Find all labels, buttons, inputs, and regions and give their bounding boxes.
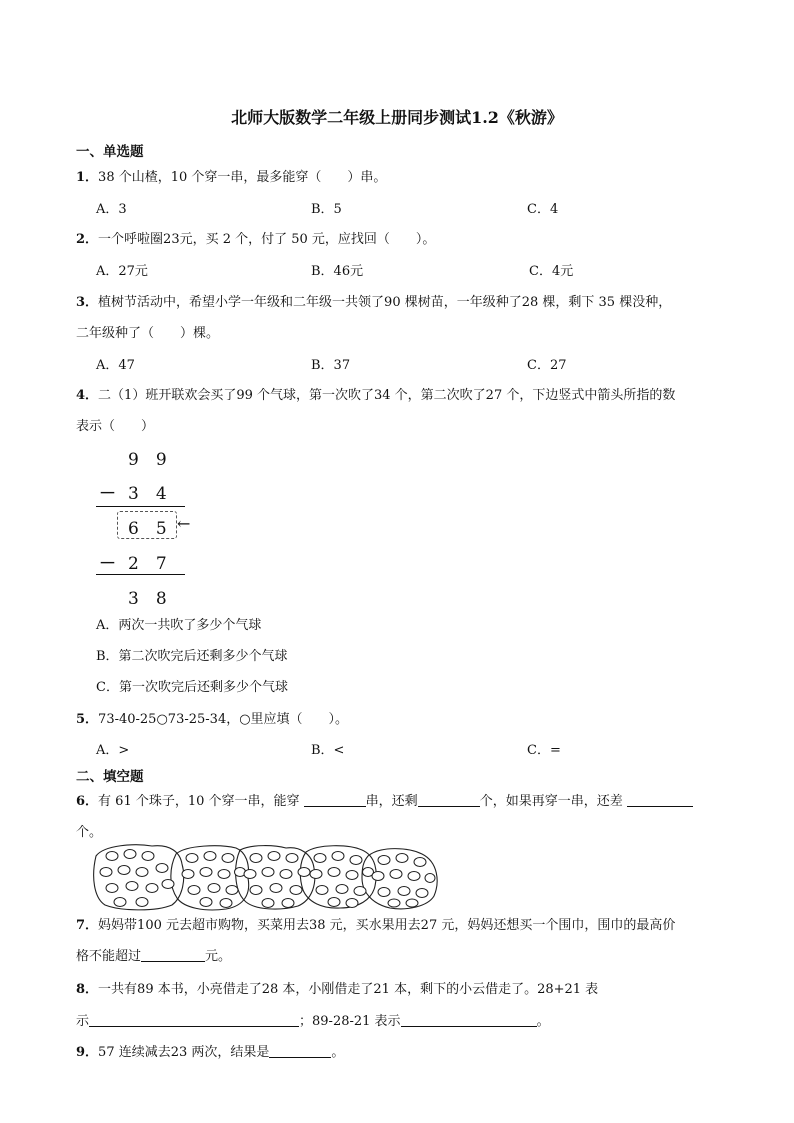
calc-divider-line [96,506,185,507]
question-text-part2: ；89-28-21 表示 [299,1014,401,1029]
question-text-part2: 。 [331,1045,345,1060]
question-6-line2: 个。 [76,825,103,840]
question-text: 73-40-25○73-25-34，○里应填（ ）。 [98,712,349,727]
question-4 [76,384,675,403]
q2-option-a[interactable]: A．27元 [96,264,148,279]
question-text-part1: 示 [76,1014,90,1029]
question-text-part3: 个，如果再穿一串，还差 [479,794,623,809]
question-7 [76,914,675,933]
question-9 [76,1041,344,1060]
answer-blank[interactable] [141,947,205,962]
question-5 [76,708,348,727]
calc-row-subtrahend-1: 3 4 [128,484,167,504]
question-text-part2: 元。 [205,949,232,964]
answer-blank-2[interactable] [418,792,480,807]
q4-option-c[interactable]: C．第一次吹完后还剩多少个气球 [96,680,288,695]
question-number: 2． [76,232,99,247]
question-number: 4． [76,388,99,403]
question-number: 9． [76,1045,99,1060]
q5-option-b[interactable]: B．< [311,743,345,758]
question-2 [76,228,435,247]
q4-option-a[interactable]: A．两次一共吹了多少个气球 [96,618,262,633]
calc-row-subtrahend-2: 2 7 [128,554,167,574]
question-number: 6． [76,794,99,809]
q1-option-c[interactable]: C．4 [527,202,559,217]
question-6 [76,790,693,809]
q1-option-b[interactable]: B．5 [311,202,342,217]
calc-row-result: 3 8 [128,589,167,609]
minus-sign: － [99,484,116,504]
q5-option-a[interactable]: A．> [96,743,130,758]
question-3-line2: 二年级种了（ ）棵。 [76,326,220,341]
question-text-part1: 有 61 个珠子，10 个穿一串，能穿 [98,794,300,809]
question-text: 38 个山楂，10 个穿一串，最多能穿（ ）串。 [98,170,387,185]
section-heading-fill-blank: 二、填空题 [76,769,144,785]
question-number: 8． [76,982,99,997]
q4-option-b[interactable]: B．第二次吹完后还剩多少个气球 [96,649,288,664]
q1-option-a[interactable]: A．3 [96,202,127,217]
question-text: 一个呼啦圈23元，买 2 个，付了 50 元，应找回（ ）。 [98,232,436,247]
q3-option-a[interactable]: A．47 [96,358,135,373]
page-title: 北师大版数学二年级上册同步测试1.2《秋游》 [231,108,563,127]
answer-blank[interactable] [269,1043,331,1058]
question-text-part3: 。 [536,1014,550,1029]
minus-sign: － [99,554,116,574]
question-1 [76,166,386,185]
question-text-part1: 格不能超过 [76,949,142,964]
question-text-part2: 串，还剩 [365,794,418,809]
question-8-line2 [76,1010,550,1029]
q3-option-c[interactable]: C．27 [527,358,567,373]
question-text-line1: 妈妈带100 元去超市购物，买菜用去38 元，买水果用去27 元，妈妈还想买一个围巾，围巾的最高价 [98,918,676,933]
question-7-line2 [76,945,231,964]
question-text-line1: 植树节活动中，希望小学一年级和二年级一共领了90 棵树苗，一年级种了28 棵，剩下 35 棵没种， [98,295,672,310]
question-3 [76,291,671,310]
question-number: 1． [76,170,99,185]
q5-option-c[interactable]: C．= [527,743,561,758]
question-number: 3． [76,295,99,310]
q2-option-b[interactable]: B．46元 [311,264,364,279]
question-number: 5． [76,712,99,727]
question-number: 7． [76,918,99,933]
answer-blank-2[interactable] [401,1012,537,1027]
question-text-part1: 57 连续减去23 两次，结果是 [98,1045,270,1060]
calc-divider-line [96,574,185,575]
q2-option-c[interactable]: C．4元 [529,264,574,279]
q3-option-b[interactable]: B．37 [311,358,351,373]
answer-blank-1[interactable] [89,1012,299,1027]
question-8 [76,978,598,997]
question-4-line2: 表示（ ） [76,419,155,434]
section-heading-single-choice: 一、单选题 [76,144,144,160]
arrow-left-icon: ← [177,514,191,533]
bead-strings-illustration [90,842,440,912]
calc-row-intermediate: 6 5 [128,519,167,539]
question-text-line1: 二（1）班开联欢会买了99 个气球，第一次吹了34 个，第二次吹了27 个，下边竖式中箭头所指的数 [98,388,676,403]
answer-blank-1[interactable] [304,792,366,807]
question-text-line1: 一共有89 本书，小亮借走了28 本，小刚借走了21 本，剩下的小云借走了。28+21 表 [98,982,599,997]
calc-row-minuend: 9 9 [128,450,167,470]
answer-blank-3[interactable] [627,792,693,807]
